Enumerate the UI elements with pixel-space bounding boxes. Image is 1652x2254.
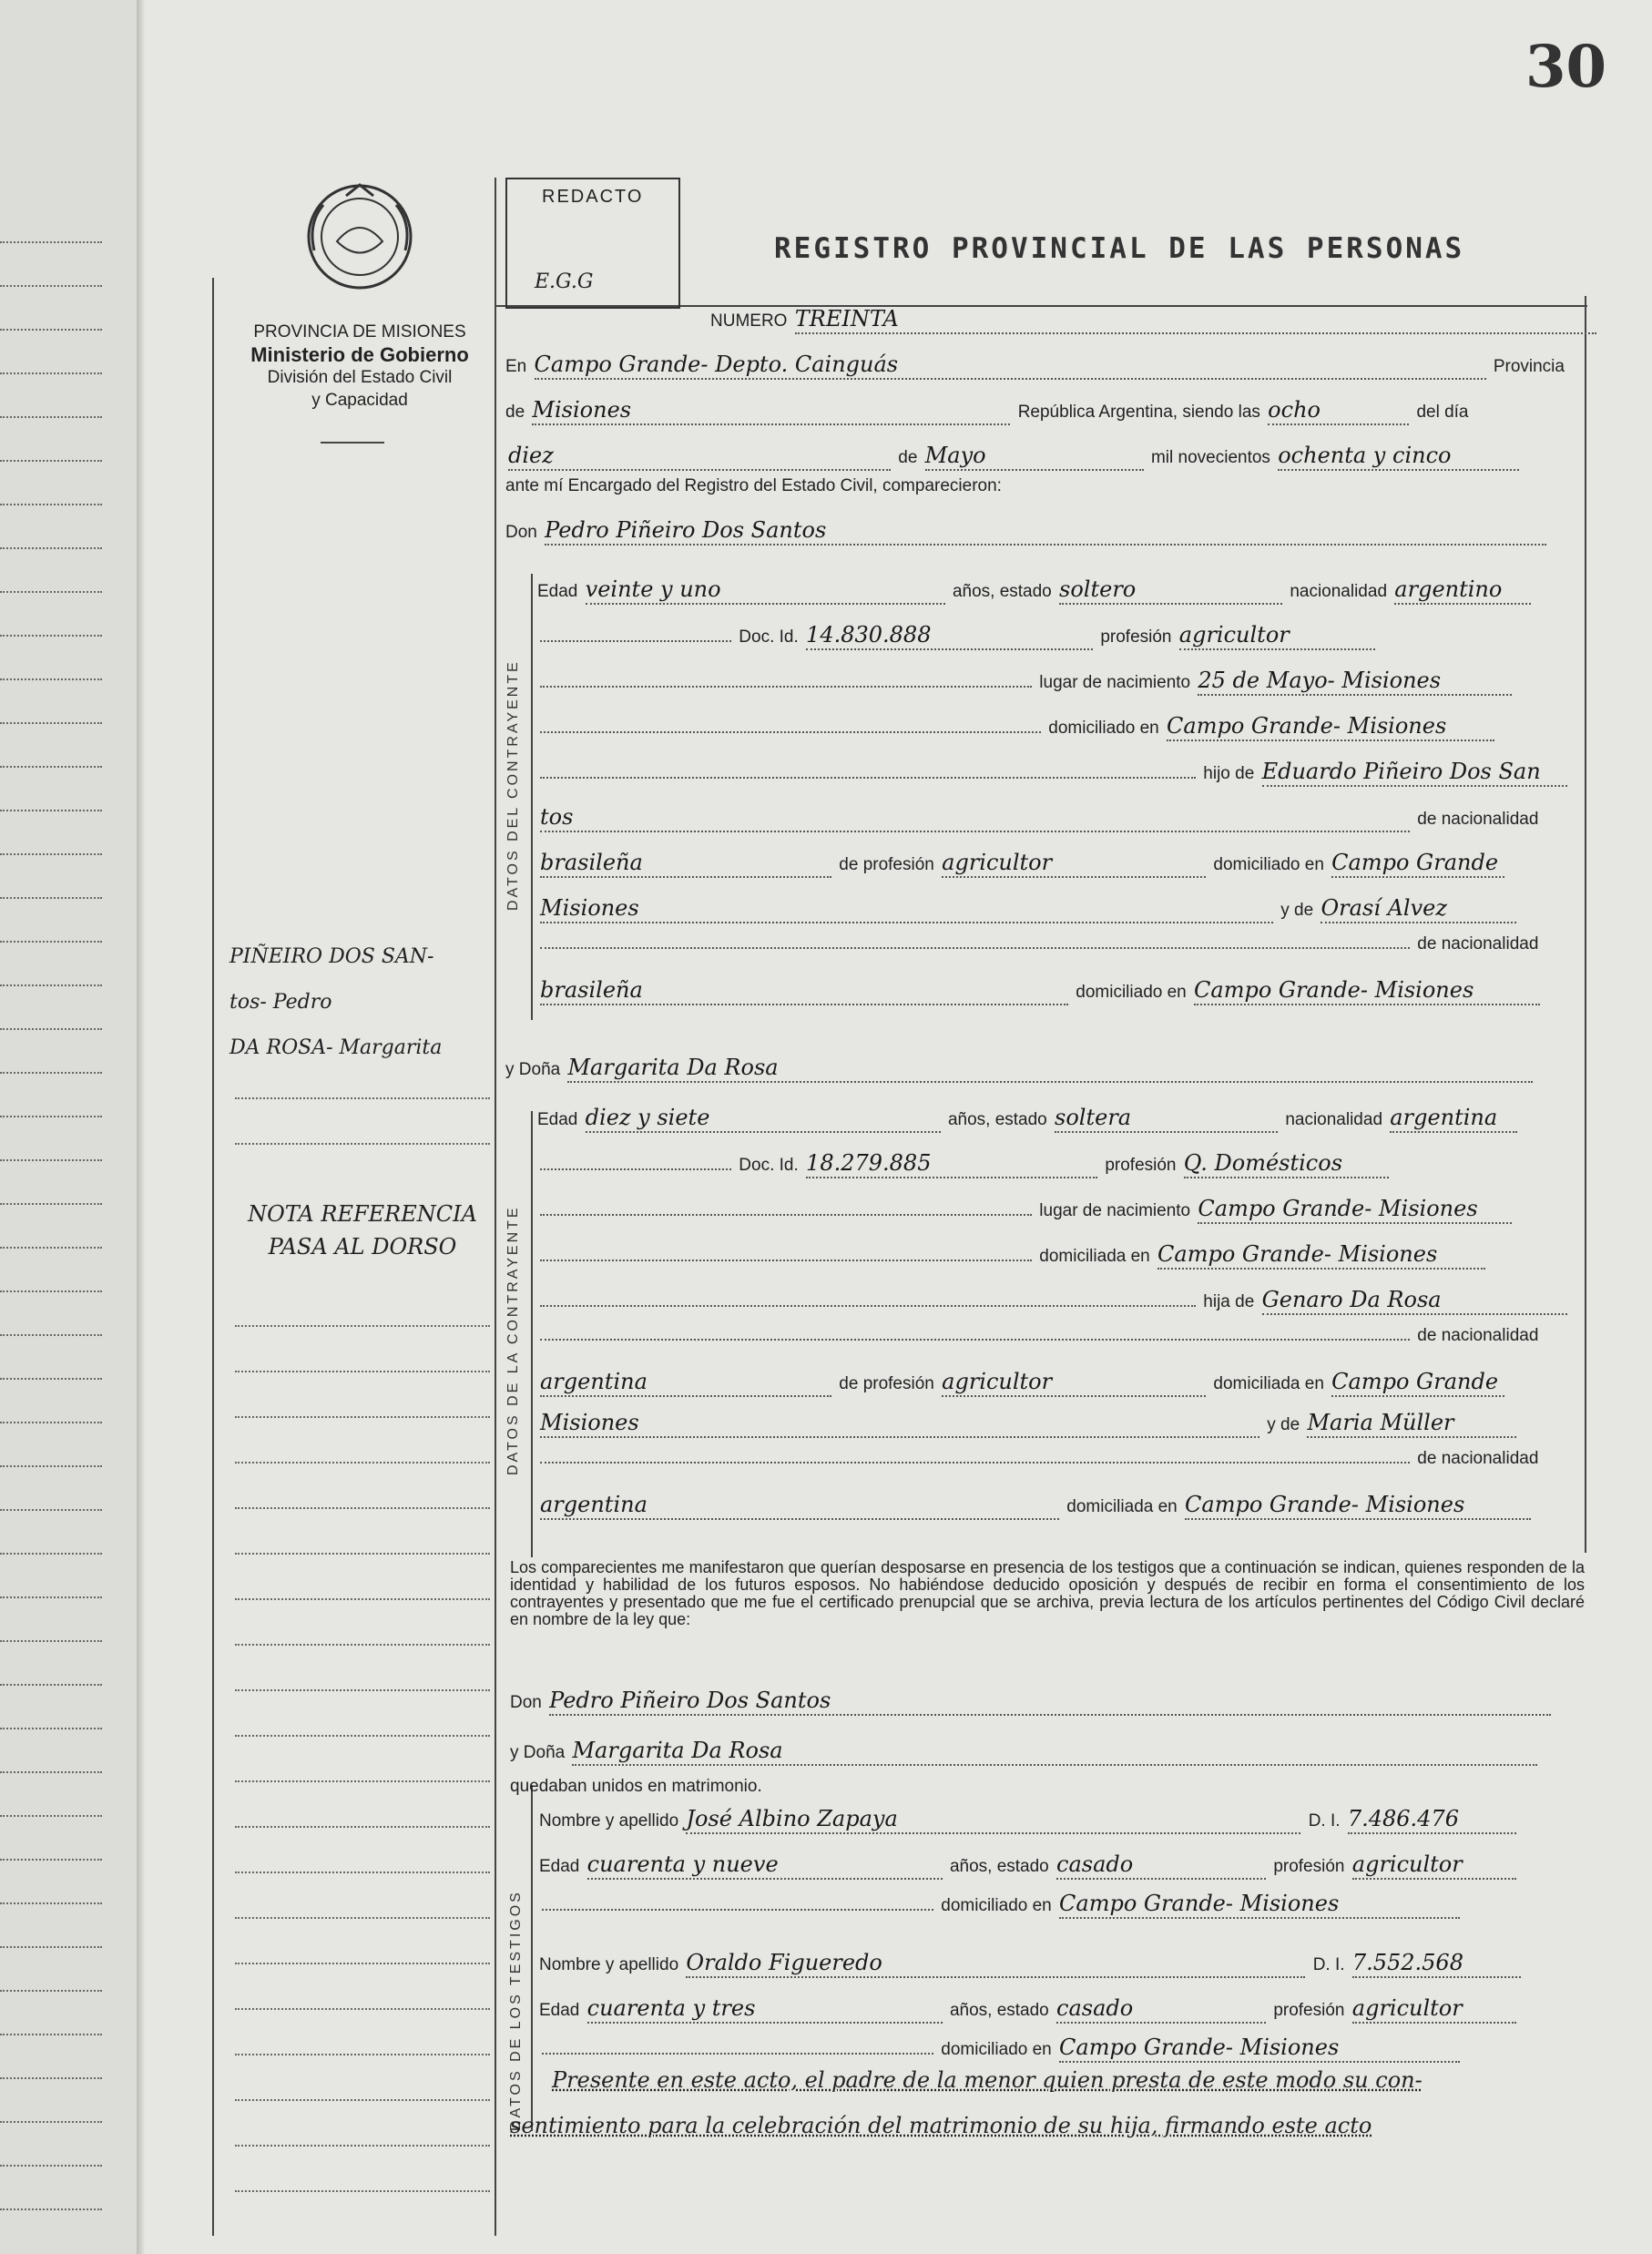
- contrayente-side-label: DATOS DEL CONTRAYENTE: [505, 659, 521, 911]
- gutter-rule-line: [0, 1465, 102, 1467]
- gutter-rule-line: [0, 1684, 102, 1686]
- margin-rule-line: [235, 1553, 490, 1555]
- margin-rule-line: [235, 1416, 490, 1418]
- gutter-rule-line: [0, 591, 102, 593]
- contrayenta-doc-line: Doc. Id. 18.279.885 profesión Q. Domésticos: [537, 1152, 1392, 1178]
- contrayente-madre-line: Misiones y de Orasí Alvez: [537, 897, 1519, 923]
- gutter-rule-line: [0, 766, 102, 768]
- margin-rule-line: [235, 1644, 490, 1646]
- gutter-rule-line: [0, 1334, 102, 1336]
- org-ministry: Ministerio de Gobierno: [250, 343, 469, 366]
- gutter-rule-line: [0, 416, 102, 418]
- org-province: PROVINCIA DE MISIONES: [253, 322, 466, 342]
- form-right-rule: [1585, 296, 1586, 1553]
- gutter-rule-line: [0, 2121, 102, 2123]
- testigo2-dom-line: domiciliado en Campo Grande- Misiones: [539, 2036, 1463, 2063]
- gutter-rule-line: [0, 853, 102, 855]
- gutter-rule-line: [0, 2077, 102, 2079]
- gutter-rule-line: [0, 1640, 102, 1642]
- margin-rule-line: [235, 2054, 490, 2055]
- margin-rule-line: [235, 1872, 490, 1873]
- binding-shadow: [137, 0, 146, 2254]
- fecha-line: diez de Mayo mil novecientos ochenta y cinco: [505, 444, 1522, 471]
- page-number: 30: [1525, 33, 1606, 101]
- contrayente-doc-line: Doc. Id. 14.830.888 profesión agricultor: [537, 624, 1378, 650]
- margin-rule-line: [235, 1598, 490, 1600]
- margin-rule-line: [235, 1325, 490, 1327]
- redacto-label: REDACTO: [542, 187, 644, 207]
- gutter-rule-line: [0, 1771, 102, 1773]
- gutter-rule-line: [0, 722, 102, 724]
- en-line: En Campo Grande- Depto. Cainguás Provincia: [505, 353, 1565, 380]
- gutter-rule-line: [0, 504, 102, 505]
- gutter-rule-line: [0, 1509, 102, 1511]
- margin-rule-line: [235, 2099, 490, 2101]
- numero-value: TREINTA: [794, 306, 899, 331]
- gutter-rule-line: [0, 2208, 102, 2210]
- don-line: Don Pedro Piñeiro Dos Santos: [505, 519, 1549, 546]
- contrayente-madre-nac-line: de nacionalidad: [537, 933, 1538, 955]
- contrayente-rule: [531, 574, 533, 1020]
- gutter-rule-line: [0, 1728, 102, 1729]
- contrayenta-nombre: Margarita Da Rosa: [567, 1055, 779, 1080]
- gutter-rule-line: [0, 678, 102, 680]
- gutter-rule-line: [0, 1815, 102, 1817]
- gutter-rule-line: [0, 1902, 102, 1904]
- margin-rule-line: [235, 1143, 490, 1145]
- gutter-rule-line: [0, 635, 102, 637]
- gutter-rule-line: [0, 1072, 102, 1074]
- gutter-rule-line: [0, 897, 102, 899]
- gutter-rule-line: [0, 2165, 102, 2167]
- margin-rule-line: [235, 1963, 490, 1964]
- form-left-rule: [495, 178, 496, 2236]
- dona-line: y Doña Margarita Da Rosa: [505, 1056, 1535, 1083]
- gutter-rule-line: [0, 1990, 102, 1992]
- de-line: de Misiones República Argentina, siendo las ocho del día: [505, 399, 1469, 425]
- testigo1-edad-line: Edad cuarenta y nueve años, estado casado profesión agricultor: [539, 1853, 1519, 1880]
- contrayenta-padre-nac-line: de nacionalidad: [537, 1325, 1538, 1347]
- gutter-rule-line: [0, 941, 102, 943]
- margin-rule-line: [235, 1689, 490, 1691]
- contrayenta-side-label: DATOS DE LA CONTRAYENTE: [505, 1205, 521, 1475]
- mes-value: Mayo: [924, 443, 986, 468]
- contrayente-madre-dom-line: brasileña domiciliado en Campo Grande- Misiones: [537, 979, 1543, 1005]
- testigo2-nombre-line: Nombre y apellido Oraldo Figueredo D. I. 7.552.568: [539, 1952, 1524, 1978]
- margin-note-line2: tos- Pedro: [229, 991, 332, 1014]
- gutter-rule-line: [0, 1247, 102, 1249]
- contrayente-padre-nac-line: tos de nacionalidad: [537, 806, 1538, 832]
- en-value: Campo Grande- Depto. Cainguás: [534, 352, 899, 377]
- contrayenta-edad-line: Edad diez y siete años, estado soltera nacionalidad argentina: [537, 1107, 1520, 1133]
- gutter-rule-line: [0, 372, 102, 374]
- document-title: REGISTRO PROVINCIAL DE LAS PERSONAS: [774, 232, 1465, 265]
- margin-rule: [212, 278, 214, 2236]
- margin-reference-note: [235, 1198, 490, 1263]
- gutter-rule-line: [0, 241, 102, 243]
- contrayenta-padre-line: hija de Genaro Da Rosa: [537, 1289, 1570, 1315]
- contrayenta-dom-line: domiciliada en Campo Grande- Misiones: [537, 1243, 1488, 1270]
- contrayente-edad-line: Edad veinte y uno años, estado soltero nacionalidad argentino: [537, 578, 1534, 605]
- final-note-line1: Presente en este acto, el padre de la menor quien presta de este modo su con-: [552, 2067, 1423, 2093]
- provincial-seal-icon: [301, 178, 419, 296]
- org-rule: [321, 442, 384, 444]
- margin-rule-line: [235, 1371, 490, 1372]
- org-capacity: y Capacidad: [311, 391, 408, 410]
- margin-rule-line: [235, 1097, 490, 1099]
- testigos-side-label: DATOS DE LOS TESTIGOS: [508, 1890, 524, 2131]
- redacto-box: [505, 178, 680, 309]
- gutter-rule-line: [0, 1553, 102, 1555]
- gutter-rule-line: [0, 810, 102, 811]
- contrayenta-madre-line: Misiones y de Maria Müller: [537, 1412, 1519, 1438]
- gutter-rule-line: [0, 2034, 102, 2035]
- margin-rule-line: [235, 2145, 490, 2147]
- org-division: División del Estado Civil: [267, 368, 453, 387]
- margin-rule-line: [235, 1917, 490, 1919]
- gutter-rule-line: [0, 285, 102, 287]
- dia-value: diez: [508, 443, 554, 468]
- final-note-line2: sentimiento para la celebración del matrimonio de su hija, firmando este acto: [510, 2113, 1372, 2138]
- contrayenta-padre-prof-line: argentina de profesión agricultor domiciliada en Campo Grande: [537, 1371, 1507, 1397]
- contrayente-lugar-line: lugar de nacimiento 25 de Mayo- Misiones: [537, 669, 1514, 696]
- union-don-line: Don Pedro Piñeiro Dos Santos: [510, 1689, 1554, 1716]
- gutter-rule-line: [0, 1159, 102, 1161]
- margin-note-line1: PIÑEIRO DOS SAN-: [229, 945, 434, 968]
- gutter-rule-line: [0, 1290, 102, 1292]
- contrayenta-madre-dom-line: argentina domiciliada en Campo Grande- Misiones: [537, 1494, 1534, 1520]
- anio-value: ochenta y cinco: [1278, 443, 1452, 468]
- ante-line: ante mí Encargado del Registro del Estado Civil, comparecieron:: [505, 476, 1002, 495]
- gutter-rule-line: [0, 547, 102, 549]
- gutter-rule-line: [0, 1422, 102, 1423]
- hora-value: ocho: [1268, 397, 1321, 423]
- contrayenta-madre-nac-line: de nacionalidad: [537, 1448, 1538, 1470]
- gutter-rule-line: [0, 1378, 102, 1380]
- numero-line: NUMERO TREINTA: [710, 308, 1599, 334]
- margin-note-line3: DA ROSA- Margarita: [229, 1036, 443, 1059]
- gutter-rule-line: [0, 1859, 102, 1861]
- gutter-rule-line: [0, 1116, 102, 1117]
- testigo1-dom-line: domiciliado en Campo Grande- Misiones: [539, 1892, 1463, 1919]
- contrayenta-lugar-line: lugar de nacimiento Campo Grande- Misiones: [537, 1198, 1514, 1224]
- contrayenta-rule: [531, 1111, 533, 1557]
- contrayente-padre-prof-line: brasileña de profesión agricultor domiciliado en Campo Grande: [537, 852, 1507, 878]
- margin-rule-line: [235, 2190, 490, 2192]
- redacto-value: E.G.G: [535, 270, 594, 293]
- testigos-rule: [531, 1785, 533, 2131]
- previous-page-edge: [0, 0, 137, 2254]
- quedaban-line: quedaban unidos en matrimonio.: [510, 1777, 762, 1796]
- margin-rule-line: [235, 1462, 490, 1464]
- margin-rule-line: [235, 1780, 490, 1782]
- organization-block: [228, 321, 492, 412]
- testigo1-nombre-line: Nombre y apellido José Albino Zapaya D. I. 7.486.476: [539, 1808, 1519, 1834]
- gutter-rule-line: [0, 1946, 102, 1948]
- gutter-rule-line: [0, 1028, 102, 1030]
- declaration-paragraph: Los comparecientes me manifestaron que querían desposarse en presencia de los testigos que a continuación se indican, quienes responden de la identidad y habilidad de los futuros esposos. No habiéndose deducido oposición y después de recibir en forma el consentimiento de los contrayentes y presentado que me fue el certificado prenupcial que se archiva, previa lectura de los artículos pertinentes del Código Civil declaré en nombre de la ley que:: [510, 1558, 1585, 1628]
- margin-reference-line1: NOTA REFERENCIA: [248, 1201, 477, 1227]
- gutter-rule-line: [0, 984, 102, 986]
- gutter-rule-line: [0, 1596, 102, 1598]
- gutter-rule-line: [0, 460, 102, 462]
- de-value: Misiones: [532, 397, 632, 423]
- margin-rule-line: [235, 1507, 490, 1509]
- contrayente-dom-line: domiciliado en Campo Grande- Misiones: [537, 715, 1497, 741]
- testigo2-edad-line: Edad cuarenta y tres años, estado casado profesión agricultor: [539, 1997, 1519, 2024]
- margin-rule-line: [235, 1735, 490, 1737]
- gutter-rule-line: [0, 1203, 102, 1205]
- contrayente-padre-line: hijo de Eduardo Piñeiro Dos San: [537, 760, 1570, 787]
- gutter-rule-line: [0, 329, 102, 331]
- margin-rule-line: [235, 2008, 490, 2010]
- contrayente-nombre: Pedro Piñeiro Dos Santos: [545, 517, 827, 543]
- margin-reference-line2: PASA AL DORSO: [268, 1234, 457, 1260]
- margin-rule-line: [235, 1826, 490, 1828]
- union-dona-line: y Doña Margarita Da Rosa: [510, 1739, 1540, 1766]
